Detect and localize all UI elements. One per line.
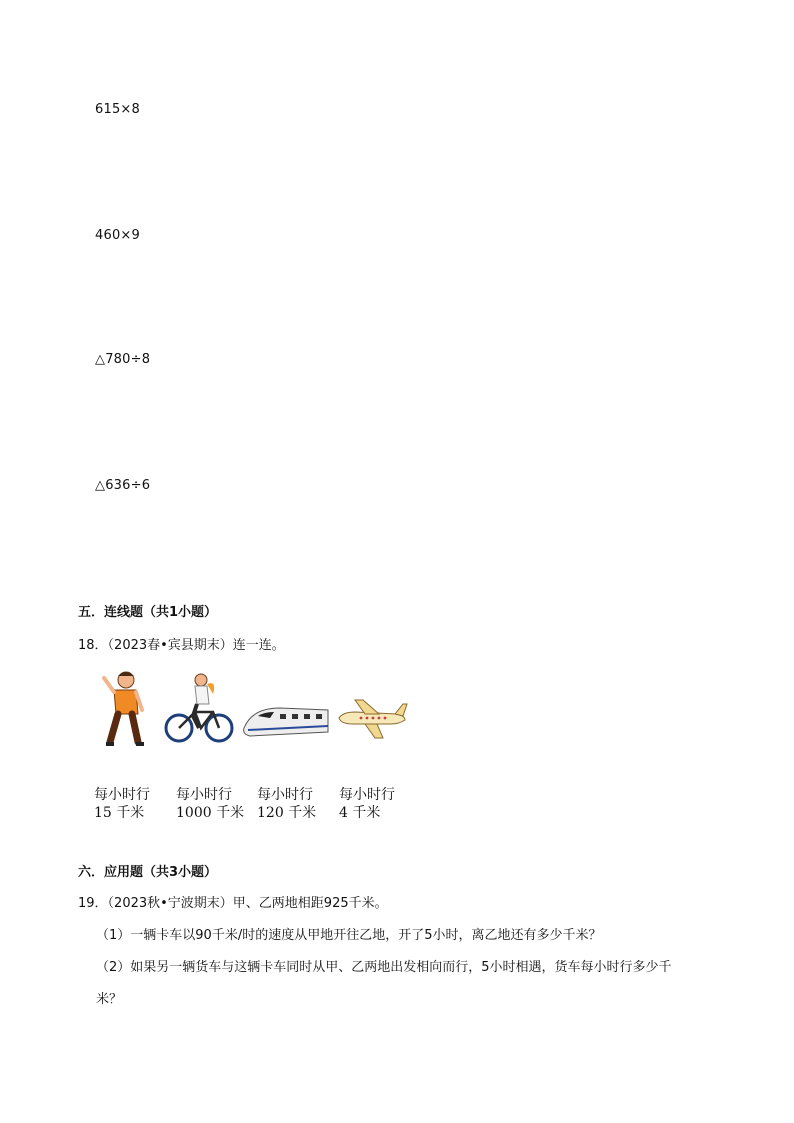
calculation-4: △636÷6 — [95, 478, 151, 493]
calculation-3: △780÷8 — [95, 352, 151, 367]
question-18: 18．（2023春•宾县期末）连一连。 — [78, 638, 285, 653]
section-6-title: 六．应用题（共3小题） — [78, 865, 218, 880]
speed-label-3: 每小时行 120 千米 — [257, 787, 317, 821]
speed-label-4: 每小时行 4 千米 — [339, 787, 395, 821]
speed-label-2: 每小时行 1000 千米 — [176, 787, 245, 821]
walking-person-image — [98, 668, 148, 748]
question-19: 19．（2023秋•宁波期末）甲、乙两地相距925千米。 — [78, 896, 388, 911]
sub-question-1: （1）一辆卡车以90千米/时的速度从甲地开往乙地，开了5小时，离乙地还有多少千米？ — [96, 928, 602, 943]
sub-question-2-line-2: 米？ — [96, 992, 123, 1007]
cyclist-image — [163, 672, 237, 746]
speed-label-1: 每小时行 15 千米 — [94, 787, 150, 821]
airplane-image — [335, 696, 410, 740]
calculation-2: 460×9 — [95, 228, 140, 243]
section-5-title: 五．连线题（共1小题） — [78, 605, 218, 620]
high-speed-train-image — [240, 700, 330, 744]
sub-question-2-line-1: （2）如果另一辆货车与这辆卡车同时从甲、乙两地出发相向而行，5小时相遇，货车每小时行多少千 — [96, 960, 672, 975]
calculation-1: 615×8 — [95, 102, 140, 117]
